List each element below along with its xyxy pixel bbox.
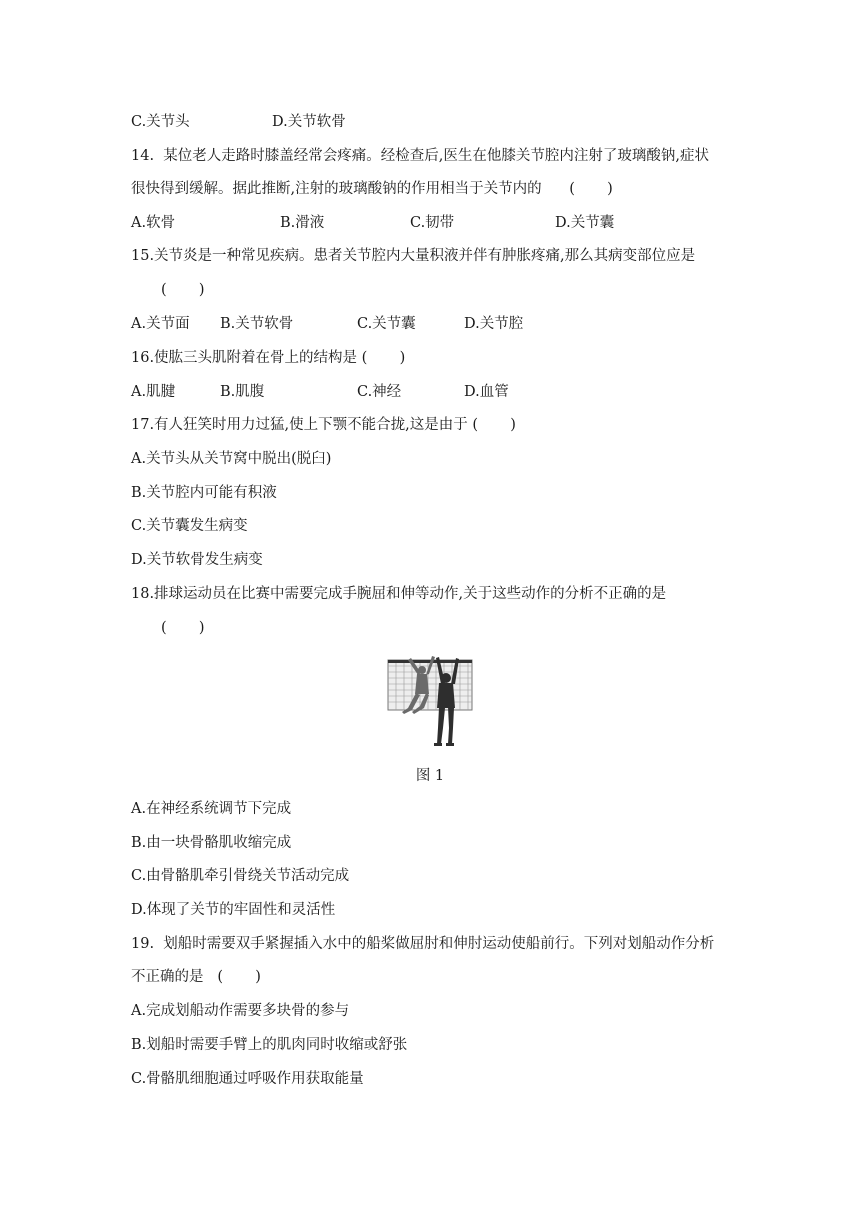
volleyball-players-image [386,652,476,750]
q19-stem-line-2: 不正确的是 ( ) [131,969,261,985]
q14-stem-line-1: 14. 某位老人走路时膝盖经常会疼痛。经检查后,医生在他膝关节腔内注射了玻璃酸钠,症状 [131,148,709,164]
q16-option-a: A.肌腱 [131,384,176,400]
q14-option-a: A.软骨 [131,215,176,231]
q14-stem-line-2: 很快得到缓解。据此推断,注射的玻璃酸钠的作用相当于关节内的 ( ) [131,181,613,197]
q15-option-d: D.关节腔 [464,316,524,332]
q18-option-b: B.由一块骨骼肌收缩完成 [131,835,292,851]
q14-option-d: D.关节囊 [555,215,615,231]
q19-stem-line-1: 19. 划船时需要双手紧握插入水中的船桨做屈肘和伸肘运动使船前行。下列对划船动作分析 [131,936,715,952]
q14-option-c: C.韧带 [410,215,455,231]
q17-option-a: A.关节头从关节窝中脱出(脱臼) [131,451,332,467]
q14-option-b: B.滑液 [280,215,325,231]
q17-option-b: B.关节腔内可能有积液 [131,485,277,501]
q15-option-b: B.关节软骨 [220,316,294,332]
q19-option-b: B.划船时需要手臂上的肌肉同时收缩或舒张 [131,1037,408,1053]
q16-option-c: C.神经 [357,384,402,400]
q18-option-c: C.由骨骼肌牵引骨绕关节活动完成 [131,868,350,884]
q19-option-a: A.完成划船动作需要多块骨的参与 [131,1003,350,1019]
q17-option-d: D.关节软骨发生病变 [131,552,263,568]
q15-stem-line-2: ( ) [161,282,205,298]
q18-stem-line-1: 18.排球运动员在比赛中需要完成手腕屈和伸等动作,关于这些动作的分析不正确的是 [131,586,667,602]
q15-stem-line-1: 15.关节炎是一种常见疾病。患者关节腔内大量积液并伴有肿胀疼痛,那么其病变部位应是 [131,248,696,264]
q13-option-c: C.关节头 [131,114,190,130]
q13-option-d: D.关节软骨 [272,114,346,130]
q18-stem-line-2: ( ) [161,620,205,636]
q17-option-c: C.关节囊发生病变 [131,518,248,534]
q15-option-c: C.关节囊 [357,316,416,332]
q18-option-a: A.在神经系统调节下完成 [131,801,292,817]
q16-option-d: D.血管 [464,384,509,400]
q15-option-a: A.关节面 [131,316,190,332]
figure-caption: 图 1 [415,768,445,784]
q19-option-c: C.骨骼肌细胞通过呼吸作用获取能量 [131,1071,364,1087]
q16-stem: 16.使肱三头肌附着在骨上的结构是 ( ) [131,350,406,366]
q16-option-b: B.肌腹 [220,384,265,400]
q18-option-d: D.体现了关节的牢固性和灵活性 [131,902,336,918]
volleyball-figure [386,652,476,750]
q17-stem: 17.有人狂笑时用力过猛,使上下颚不能合拢,这是由于 ( ) [131,417,516,433]
